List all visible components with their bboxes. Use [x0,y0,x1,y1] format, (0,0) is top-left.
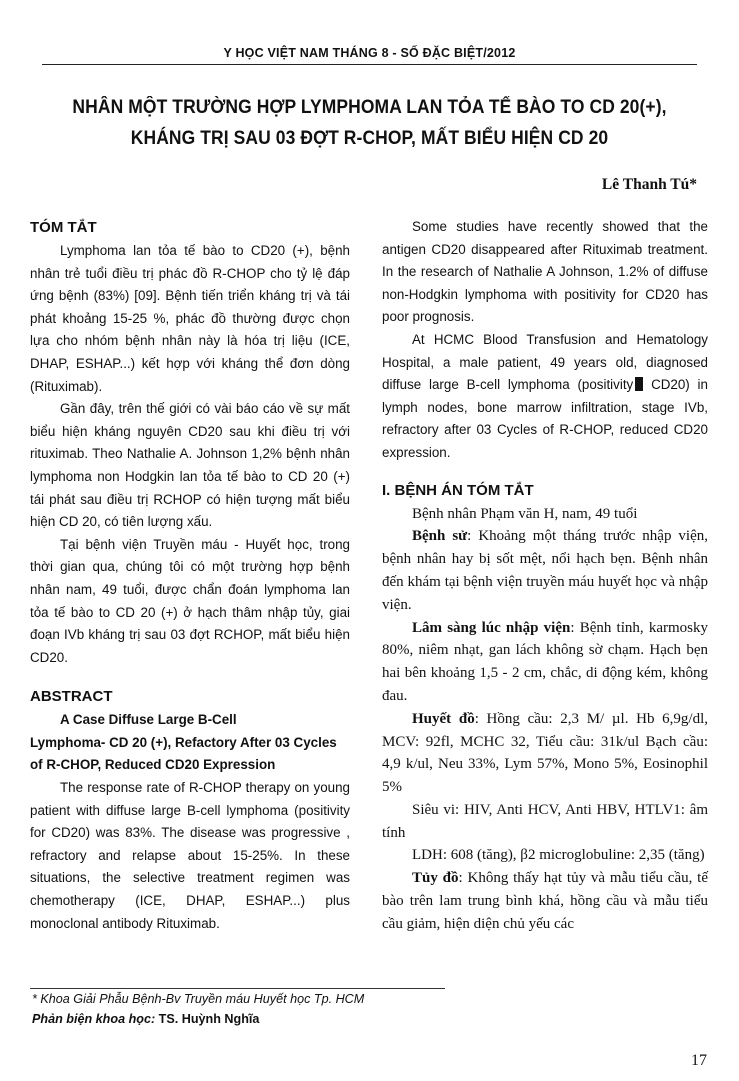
abstract-paragraph-3b: CD20) in lymph nodes, bone marrow infiltration, stage IVb, refractory after 03 Cycles of R-CHOP, reduced CD20 expression. [382,377,708,460]
article-title [66,92,672,154]
marrow-label: Tủy đồ [412,870,459,887]
summary-heading: TÓM TẮT [30,219,97,236]
title-line-2: KHÁNG TRỊ SAU 03 ĐỢT R-CHOP, MẤT BIỂU HIỆN CD 20 [130,128,609,149]
reviewer-label: Phản biện khoa học: [32,1012,156,1026]
author: Lê Thanh Tú* [601,176,697,193]
blood-text: : Hồng cầu: 2,3 M/ µl. Hb 6,9g/dl, MCV: 92fl, MCHC 32, Tiểu cầu: 31k/ul Bạch cầu: 4,9 k/ul, Neu 33%, Lym 57%, Mono 5%, Eosinophil 5% [382,710,708,796]
footnote-rule [30,988,445,989]
abstract-paragraph-3 [382,329,708,465]
redaction-mark [635,377,643,391]
blood-label: Huyết đồ [412,710,475,727]
abstract-title-rest: Lymphoma- CD 20 (+), Refactory After 03 Cycles of R-CHOP, Reduced CD20 Expression [30,734,337,773]
footnote-affiliation: * Khoa Giải Phẫu Bệnh-Bv Truyền máu Huyết học Tp. HCM [32,992,365,1006]
header-rule [42,64,697,65]
case-patient: Bệnh nhân Phạm văn H, nam, 49 tuổi [412,505,638,522]
summary-paragraph-2: Gần đây, trên thế giới có vài báo cáo về sự mất biểu hiện kháng nguyên CD20 sau khi điều trị với rituximab. Theo Nathalie A. Johnson 1,2% bệnh nhân lymphoma non Hodgkin lan tỏa tế bào to CD 20 (+) tái phát sau điều trị RCHOP có hiện tượng mất biểu hiện CD 20, có tiên lượng xấu. [30,401,350,530]
abstract-paragraph-2: Some studies have recently showed that the antigen CD20 disappeared after Rituximab treatment. In the research of Nathalie A Johnson, 1.2% of diffuse non-Hodgkin lymphoma with positivity for CD20 has poor prognosis. [382,219,708,325]
history-label: Bệnh sử [412,528,468,545]
abstract-paragraph-3a: At HCMC Blood Transfusion and Hematology Hospital, a male patient, 49 years old, diagnosed diffuse large B-cell lymphoma (positivity [382,331,708,393]
clinical-label: Lâm sàng lúc nhập viện [412,619,571,636]
clinical-paragraph [382,617,708,708]
clinical-text: : Bệnh tỉnh, karmosky 80%, niêm nhạt, gan lách không sờ chạm. Hạch bẹn hai bên khoảng 1,5 - 2 cm, chắc, di động kém, không đau. [382,619,708,704]
marrow-paragraph [382,867,708,935]
history-paragraph [382,525,708,616]
virus-paragraph: Siêu vi: HIV, Anti HCV, Anti HBV, HTLV1: âm tính [382,801,708,841]
reviewer-name: TS. Huỳnh Nghĩa [155,1012,260,1026]
title-line-1: NHÂN MỘT TRƯỜNG HỢP LYMPHOMA LAN TỎA TẾ BÀO TO CD 20(+), [72,97,667,118]
ldh-paragraph: LDH: 608 (tăng), β2 microglobuline: 2,35 (tăng) [412,847,705,864]
page-number: 17 [691,1052,707,1069]
case-heading: I. BỆNH ÁN TÓM TẮT [382,481,534,499]
marrow-text: : Không thấy hạt tủy và mẫu tiểu cầu, tế bào trên lam trung bình khá, hồng cầu và mẫu tiểu cầu giảm, hiện diện chủ yếu các [382,870,708,932]
journal-header: Y HỌC VIỆT NAM THÁNG 8 - SỐ ĐẶC BIỆT/2012 [223,46,516,60]
summary-paragraph-3: Tại bệnh viện Truyền máu - Huyết học, trong thời gian qua, chúng tôi có một trường hợp bệnh nhân nam, 49 tuổi, được chẩn đoán lymphoma lan tỏa tế bào to CD 20 (+) ở hạch thâm nhập tủy, giai đoạn IVb kháng trị sau 03 đợt RCHOP, mất biểu hiện CD20. [30,536,350,665]
summary-paragraph-1: Lymphoma lan tỏa tế bào to CD20 (+), bệnh nhân trẻ tuổi điều trị phác đồ R-CHOP cho tỷ lệ đáp ứng bệnh (83%) [09]. Bệnh tiến triển kháng trị và tái phát khoảng 15-25 %, phác đồ thường được chọn lựa cho nhóm bệnh nhân này là hóa trị liệu (ICE, DHAP, ESHAP...) kết hợp với kháng thể đơn dòng (Rituximab). [30,243,350,394]
right-column [382,216,708,936]
history-text: : Khoảng một tháng trước nhập viện, bệnh nhân hay bị sốt mệt, nổi hạch bẹn. Bệnh nhân đến khám tại bệnh viện truyền máu huyết học và nhập viện. [382,528,708,613]
left-column [30,216,350,935]
abstract-paragraph-1: The response rate of R-CHOP therapy on young patient with diffuse large B-cell lymphoma (positivity for CD20) was 83%. The disease was progressive , refractory and relapse about 15-25%. In these situations, the selective treatment regimen was chemotherapy (ICE, DHAP, ESHAP...) plus monoclonal antibody Rituximab. [30,780,350,931]
blood-paragraph [382,708,708,799]
abstract-title-line-1: A Case Diffuse Large B-Cell [60,712,237,728]
abstract-heading: ABSTRACT [30,688,113,706]
footnote-reviewer [32,1012,259,1026]
